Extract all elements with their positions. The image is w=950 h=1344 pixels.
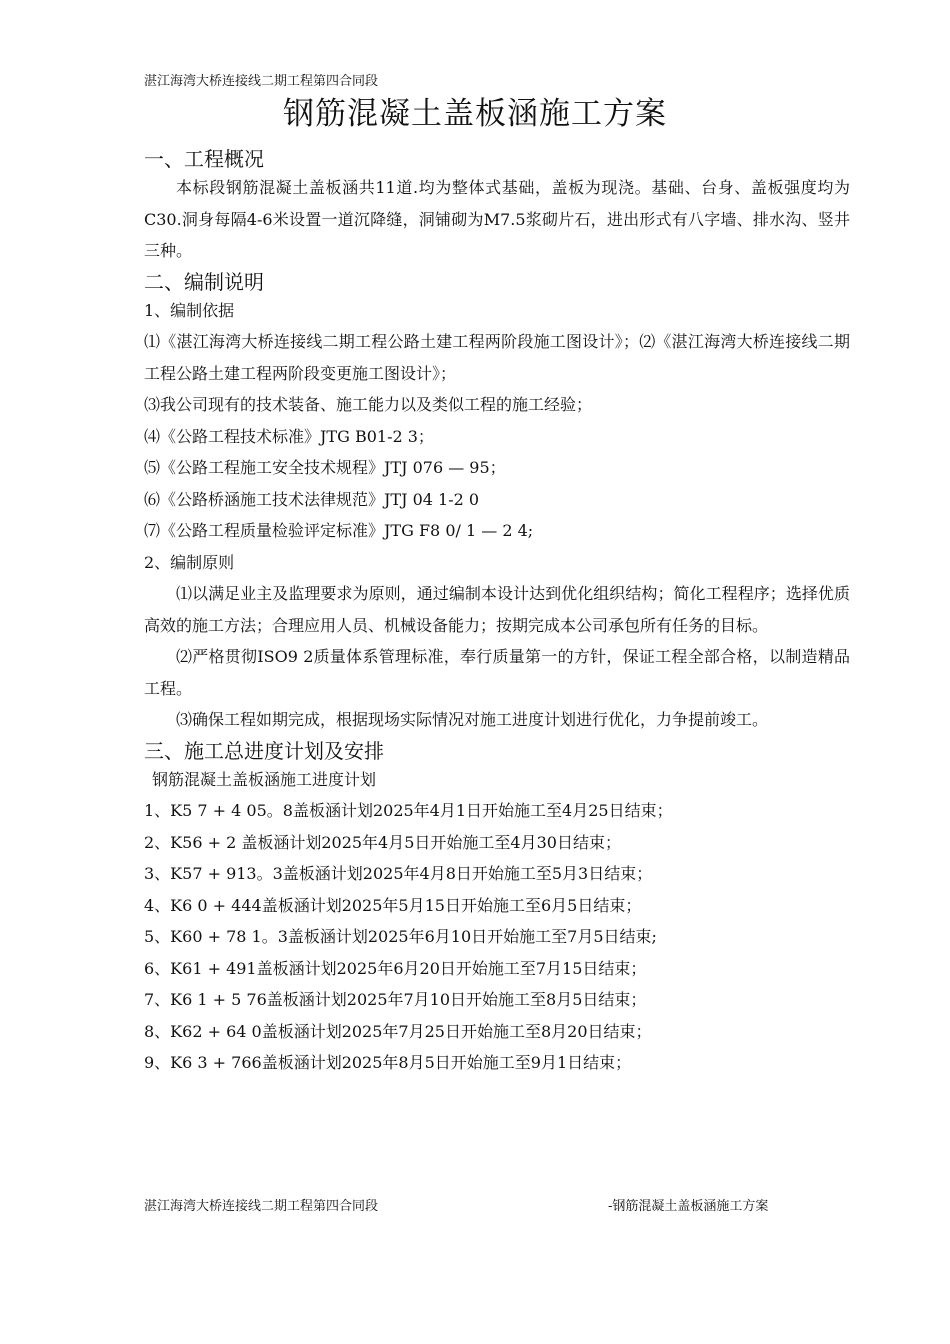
- document-title: 钢筋混凝土盖板涵施工方案: [283, 96, 667, 132]
- section-heading-overview: 一、工程概况: [144, 147, 264, 171]
- principle-item: ⑶确保工程如期完成，根据现场实际情况对施工进度计划进行优化，力争提前竣工。: [176, 710, 769, 729]
- basis-item: ⑸《公路工程施工安全技术规程》JTJ 076 — 95；: [144, 458, 506, 477]
- basis-item: ⑹《公路桥涵施工技术法律规范》JTJ 04 1-2 0: [144, 489, 480, 509]
- page-header: 湛江海湾大桥连接线二期工程第四合同段: [144, 74, 379, 89]
- schedule-item: 3、K57 + 913。3盖板涵计划2025年4月8日开始施工至5月3日结束；: [144, 864, 653, 883]
- schedule-item: 2、K56 + 2 盖板涵计划2025年4月5日开始施工至4月30日结束；: [144, 832, 621, 852]
- basis-item: ⑺《公路工程质量检验评定标准》JTG F8 0/ 1 — 2 4;: [144, 521, 534, 540]
- overview-paragraph: 本标段钢筋混凝土盖板涵共11道.均为整体式基础，盖板为现浇。基础、台身、盖板强度均为C30.洞身每隔4-6米设置一道沉降缝，洞铺砌为M7.5浆砌片石，进出形式有八字墙、排水沟、竖井三种。: [144, 178, 850, 260]
- basis-item: ⑶我公司现有的技术装备、施工能力以及类似工程的施工经验；: [144, 395, 593, 414]
- principle-item: ⑴以满足业主及监理要求为原则，通过编制本设计达到优化组织结构；简化工程程序；选择优质高效的施工方法；合理应用人员、机械设备能力；按期完成本公司承包所有任务的目标。: [144, 584, 850, 635]
- schedule-item: 4、K6 0 + 444盖板涵计划2025年5月15日开始施工至6月5日结束；: [144, 895, 642, 915]
- subheading-principles: 2、编制原则: [144, 552, 235, 572]
- section-heading-schedule: 三、施工总进度计划及安排: [144, 738, 384, 763]
- schedule-item: 8、K62 + 64 0盖板涵计划2025年7月25日开始施工至8月20日结束；: [144, 1021, 652, 1041]
- schedule-subtitle: 钢筋混凝土盖板涵施工进度计划: [152, 769, 377, 789]
- section-heading-notes: 二、编制说明: [144, 269, 264, 294]
- basis-item: ⑷《公路工程技术标准》JTG B01-2 3；: [144, 426, 434, 446]
- basis-item: ⑴《湛江海湾大桥连接线二期工程公路土建工程两阶段施工图设计》；⑵《湛江海湾大桥连接线二期工程公路土建工程两阶段变更施工图设计》；: [144, 332, 850, 383]
- schedule-item: 6、K61 + 491盖板涵计划2025年6月20日开始施工至7月15日结束；: [144, 958, 647, 978]
- schedule-item: 5、K60 + 78 1。3盖板涵计划2025年6月10日开始施工至7月5日结束;: [144, 927, 657, 946]
- page-footer-right: -钢筋混凝土盖板涵施工方案: [608, 1199, 769, 1214]
- document-body: [144, 146, 850, 1079]
- schedule-item: 7、K6 1 + 5 76盖板涵计划2025年7月10日开始施工至8月5日结束；: [144, 990, 647, 1009]
- schedule-item: 1、K5 7 + 4 05。8盖板涵计划2025年4月1日开始施工至4月25日结束；: [144, 801, 673, 820]
- schedule-item: 9、K6 3 + 766盖板涵计划2025年8月5日开始施工至9月1日结束；: [144, 1053, 632, 1072]
- subheading-basis: 1、编制依据: [144, 300, 235, 320]
- principle-item: ⑵严格贯彻ISO9 2质量体系管理标准，奉行质量第一的方针，保证工程全部合格，以制造精品工程。: [144, 647, 850, 698]
- page-footer-left: 湛江海湾大桥连接线二期工程第四合同段: [144, 1199, 379, 1214]
